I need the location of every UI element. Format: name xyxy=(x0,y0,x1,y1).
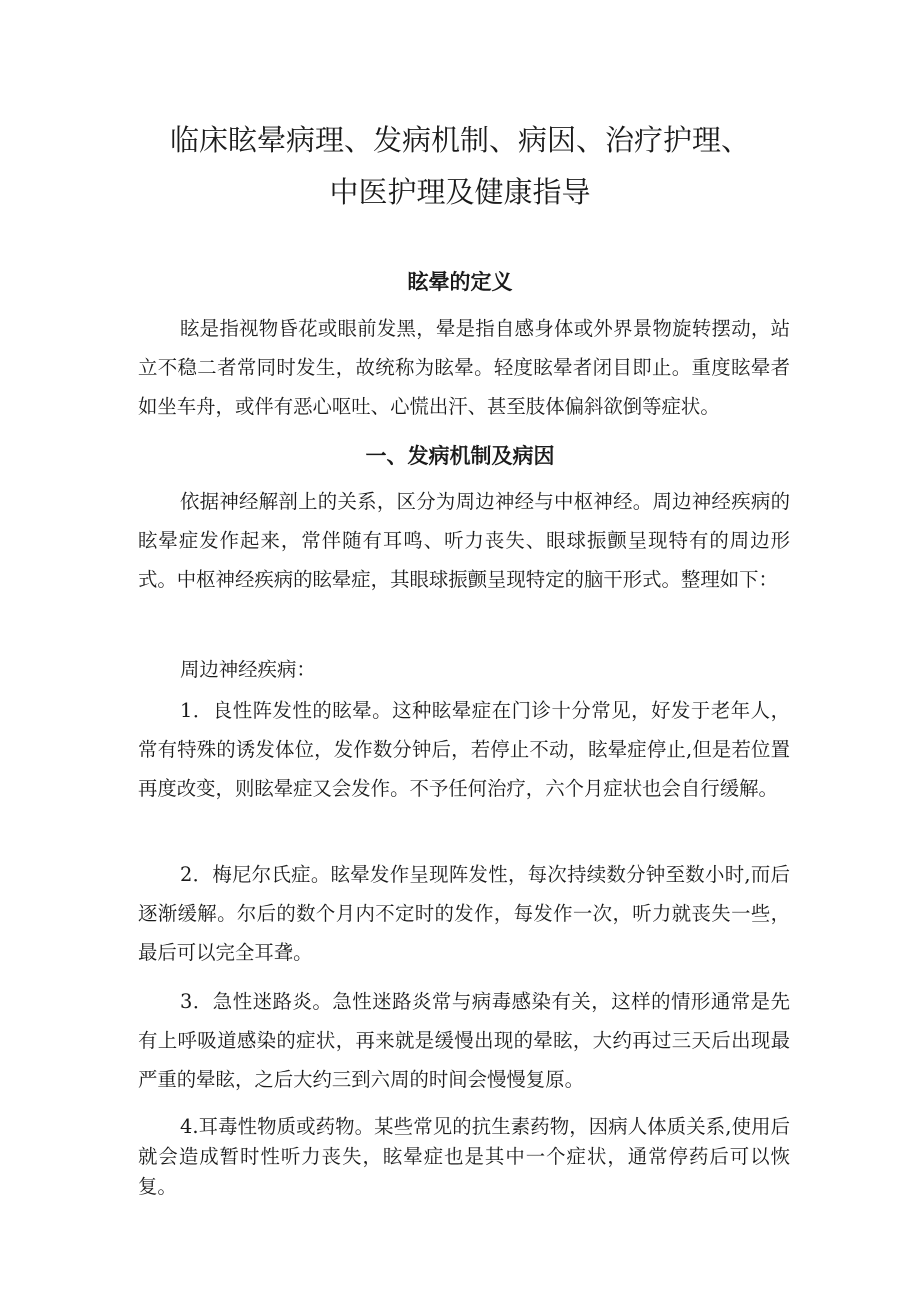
document-title-line-1: 临床眩晕病理、发病机制、病因、治疗护理、 xyxy=(169,123,750,157)
list-item-labyrinthitis: 3．急性迷路炎。急性迷路炎常与病毒感染有关，这样的情形通常是先有上呼吸道感染的症状，再来就是缓慢出现的晕眩，大约再过三天后出现最严重的晕眩，之后大约三到六周的时间会慢慢复原。 xyxy=(138,990,790,1091)
document-title-line-2: 中医护理及健康指导 xyxy=(329,175,591,209)
paragraph-definition: 眩是指视物昏花或眼前发黑，晕是指自感身体或外界景物旋转摆动，站立不稳二者常同时发生，故统称为眩晕。轻度眩晕者闭目即止。重度眩晕者如坐车舟，或伴有恶心呕吐、心慌出汗、甚至肢体偏斜欲倒等症状。 xyxy=(138,317,790,418)
heading-definition: 眩晕的定义 xyxy=(407,270,513,294)
label-peripheral-disease: 周边神经疾病： xyxy=(180,658,316,681)
list-item-bppv: 1．良性阵发性的眩晕。这种眩晕症在门诊十分常见，好发于老年人，常有特殊的诱发体位，发作数分钟后，若停止不动，眩晕症停止,但是若位置再度改变，则眩晕症又会发作。不予任何治疗，六个月症状也会自行缓解。 xyxy=(138,699,790,800)
list-item-ototoxic: 4.耳毒性物质或药物。某些常见的抗生素药物，因病人体质关系,使用后就会造成暂时性听力丧失，眩晕症也是其中一个症状，通常停药后可以恢复。 xyxy=(138,1115,790,1198)
list-item-meniere: 2．梅尼尔氏症。眩晕发作呈现阵发性，每次持续数分钟至数小时,而后逐渐缓解。尔后的数个月内不定时的发作，每发作一次，听力就丧失一些，最后可以完全耳聋。 xyxy=(138,863,790,964)
heading-mechanism-etiology: 一、发病机制及病因 xyxy=(365,444,555,468)
paragraph-mechanism-intro: 依据神经解剖上的关系，区分为周边神经与中枢神经。周边神经疾病的眩晕症发作起来，常伴随有耳鸣、听力丧失、眼球振颤呈现特有的周边形式。中枢神经疾病的眩晕症，其眼球振颤呈现特定的脑干形式。整理如下： xyxy=(138,490,790,591)
